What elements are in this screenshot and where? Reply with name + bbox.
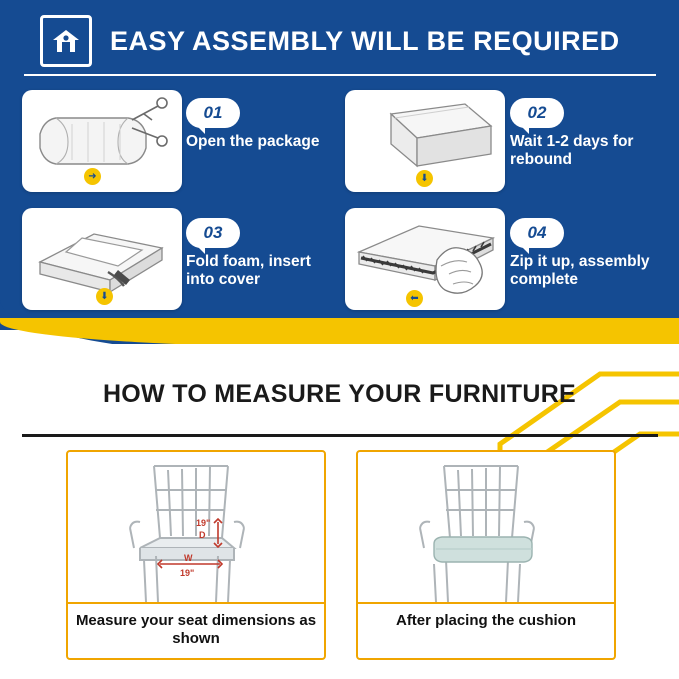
measure-card-right-caption: After placing the cushion [358, 602, 614, 658]
svg-text:19": 19" [196, 518, 211, 528]
step-1-number: 01 [186, 98, 240, 128]
arrow-left-icon: ⬅ [406, 290, 423, 307]
step-2-text: Wait 1-2 days for rebound [510, 133, 634, 169]
step-3-number: 03 [186, 218, 240, 248]
step-1-illustration-card [22, 90, 182, 192]
measure-card-left [66, 450, 326, 660]
step-4-number: 04 [510, 218, 564, 248]
measure-card-left-caption: Measure your seat dimensions as shown [68, 602, 324, 658]
arrow-down-icon: ⬇ [96, 288, 113, 305]
measure-section-title: HOW TO MEASURE YOUR FURNITURE [102, 380, 577, 408]
assembly-header [40, 14, 640, 68]
step-4-illustration-card [345, 208, 505, 310]
step-3-text: Fold foam, insert into cover [186, 253, 311, 289]
measure-card-right [356, 450, 616, 660]
header-divider [24, 74, 656, 76]
page-title: EASY ASSEMBLY WILL BE REQUIRED [110, 25, 620, 56]
home-outline-icon [40, 15, 92, 67]
arrow-right-icon: ➜ [84, 168, 101, 185]
svg-text:19": 19" [180, 568, 195, 578]
step-2-number: 02 [510, 98, 564, 128]
step-4-text: Zip it up, assembly complete [510, 253, 650, 289]
step-1-text: Open the package [186, 133, 320, 150]
measure-divider [22, 434, 658, 437]
arrow-down-icon: ⬇ [416, 170, 433, 187]
svg-text:W: W [184, 553, 193, 563]
svg-text:D: D [199, 530, 206, 540]
